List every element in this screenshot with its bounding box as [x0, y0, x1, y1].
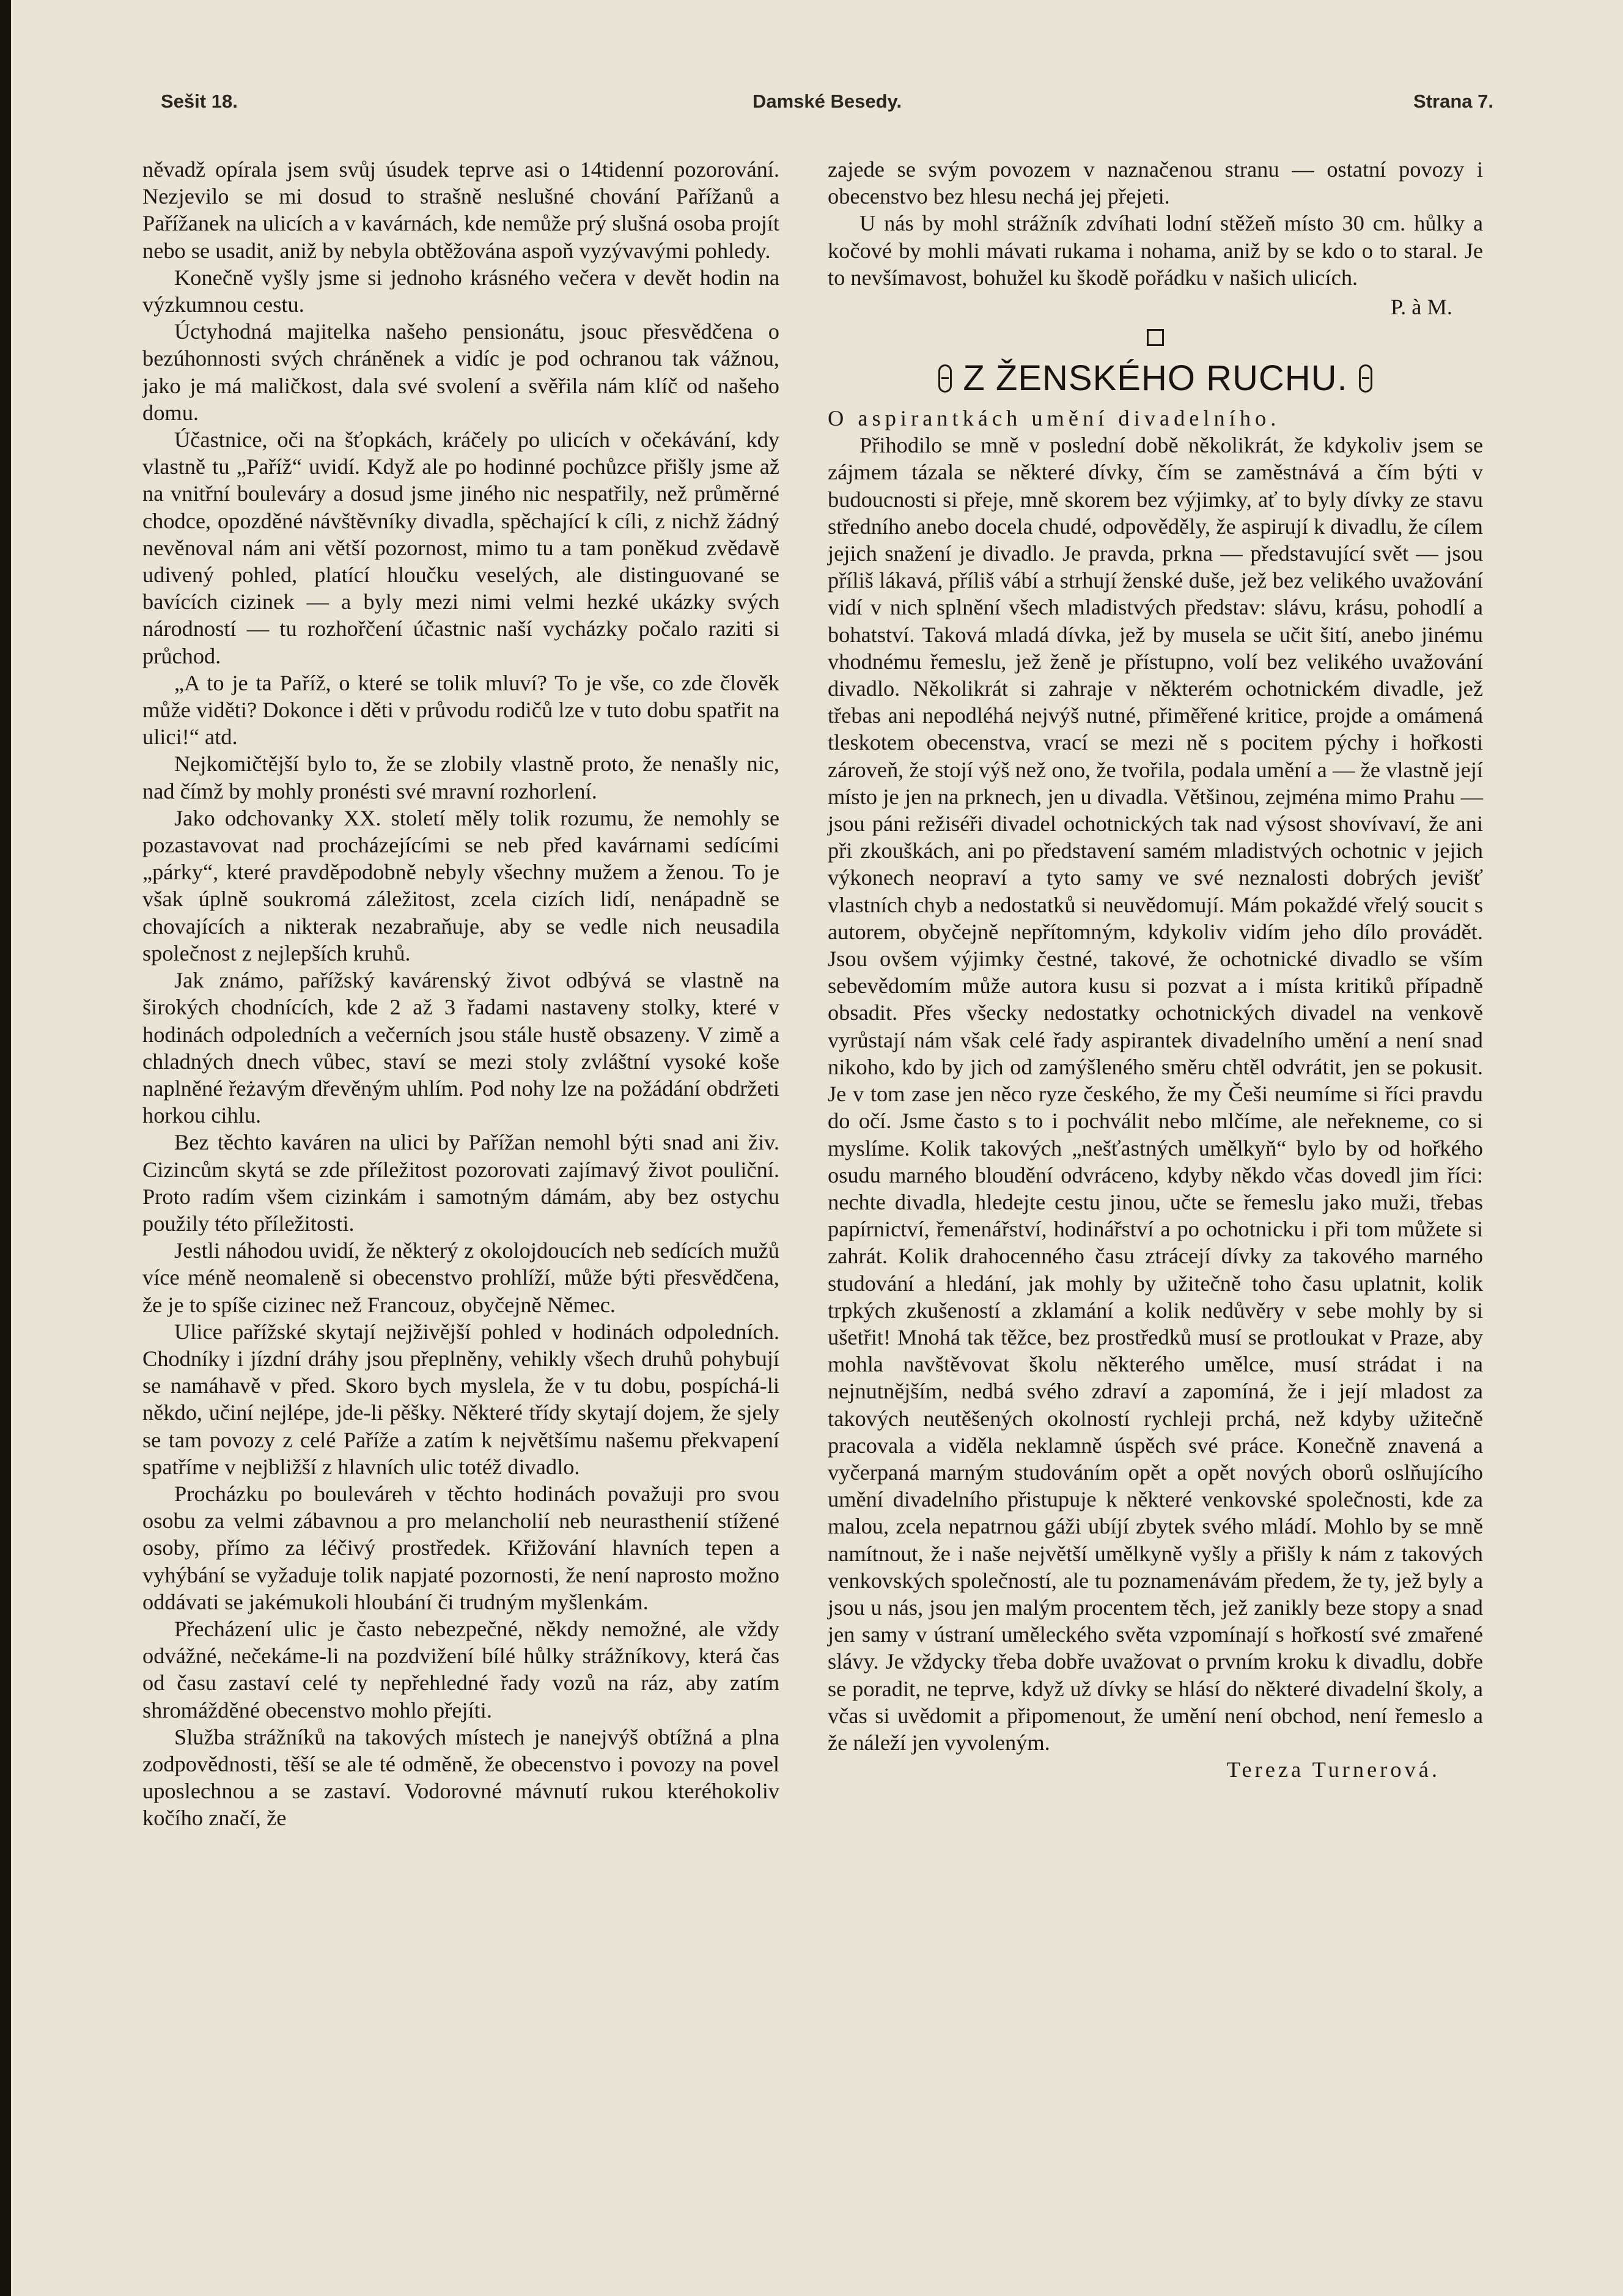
- right-column: [828, 156, 1483, 1783]
- page-header: [161, 90, 1493, 121]
- article-subtitle: O aspirantkách umění divadelního.: [828, 406, 1281, 431]
- section-separator: [828, 320, 1483, 352]
- paragraph: Jako odchovanky XX. století měly tolik rozumu, že nemohly se pozastavovat nad procházejícími se neb před kavárnami sedícími „párky“, které pravděpodobně nebyly všechny mužem a ženou. To je však úplně soukromá záležitost, zcela cizích lidí, nenápadně se chovajících a nikterak nezabraňuje, aby se vedle nich neusadila společnost z nejlepších kruhů.: [142, 805, 779, 965]
- paragraph: „A to je ta Paříž, o které se tolik mluví? To je vše, co zde člověk může viděti? Dokonce i děti v průvodu rodičů lze v tuto dobu spatřit na ulici!“ atd.: [142, 670, 779, 750]
- square-ornament-icon: [1147, 329, 1164, 346]
- paragraph: Přecházení ulic je často nebezpečné, někdy nemožné, ale vždy odvážné, nečekáme-li na pozdvižení bílé hůlky strážníkovy, která čas od času zastaví celé ty nepřehledné řady vozů na ráz, aby zatím shromážděné obecenstvo mohlo přejíti.: [142, 1616, 779, 1722]
- paragraph: něvadž opírala jsem svůj úsudek teprve asi o 14tidenní pozorování. Nezjevilo se mi dosud to strašně neslušné chování Pařížanů a Pařížanek na ulicích a v kavárnách, kde nemůže prý slušná osoba projít nebo se usadit, aniž by nebyla obtěžována aspoň vyzývavými pohledy.: [142, 157, 779, 263]
- paragraph: Ulice pařížské skytají nejživější pohled v hodinách odpoledních. Chodníky i jízdní dráhy jsou přeplněny, vehikly všech druhů pohybují se namáhavě v před. Skoro bych myslela, že v tu dobu, pospíchá-li někdo, učiní nejlépe, jde-li pěšky. Některé třídy skytají dojem, že sjely se tam povozy z celé Paříže a zatím k největšímu našemu překvapení spatříme v nejbližší z hlavních ulic totéž divadlo.: [142, 1319, 779, 1479]
- paragraph: zajede se svým povozem v naznačenou stranu — ostatní povozy i obecenstvo bez hlesu nechá jej přejeti.: [828, 157, 1483, 209]
- section-heading: [828, 352, 1483, 405]
- page-number: Strana 7.: [1413, 90, 1493, 112]
- section-title-text: Z ŽENSKÉHO RUCHU.: [963, 358, 1348, 399]
- paragraph: Účastnice, oči na šťopkách, kráčely po ulicích v očekávání, kdy vlastně tu „Paříž“ uvidí. Když ale po hodinné pochůzce přišly jsme až na vnitřní bouleváry a dosud jsme jiného nic nespatřily, než průměrné chodce, opozděné návštěvníky divadla, spěchající k cíli, z nichž žádný nevěnoval nám ani větší pozornost, mimo tu a tam poněkud zvědavě udivený pohled, platící hloučku veselých, ale distinguované se bavících cizinek — a byly mezi nimi velmi hezké ukázky svých národností — tu rozhořčení účastnic naší vycházky počalo raziti si průchod.: [142, 427, 779, 668]
- paragraph: Bez těchto kaváren na ulici by Pařížan nemohl býti snad ani živ. Cizincům skytá se zde příležitost pozorovati zajímavý život pouliční. Proto radím všem cizinkám i samotným dámám, aby bez ostychu použily této příležitosti.: [142, 1130, 779, 1236]
- paragraph: Konečně vyšly jsme si jednoho krásného večera v devět hodin na výzkumnou cestu.: [142, 265, 779, 317]
- issue-number: Sešit 18.: [161, 90, 238, 112]
- magazine-page: [11, 0, 1623, 2296]
- paragraph: U nás by mohl strážník zdvíhati lodní stěžeň místo 30 cm. hůlky a kočové by mohli mávati rukama i nohama, aniž by se kdo o to staral. Je to nevšímavost, bohužel ku škodě pořádku v našich ulicích.: [828, 211, 1483, 290]
- paragraph: Procházku po bouleváreh v těchto hodinách považuji pro svou osobu za velmi zábavnou a pro melancholií neb neurasthenií stížené osoby, přímo za léčivý prostředek. Křižování hlavních tepen a vyhýbání se vyžaduje tolik napjaté pozornosti, že není naprosto možno oddávati se jakémukoli hloubání či trudným myšlenkám.: [142, 1481, 779, 1614]
- paragraph: Jestli náhodou uvidí, že některý z okolojdoucích neb sedících mužů více méně neomaleně si obecenstvo prohlíží, může býti přesvědčena, že je to spíše cizinec než Francouz, obyčejně Němec.: [142, 1238, 779, 1317]
- paragraph: Služba strážníků na takových místech je nanejvýš obtížná a plna zodpovědnosti, těší se ale té odměně, že obecenstvo i povozy na povel uposlechnou a se zastaví. Vodorovné mávnutí rukou kteréhokoliv kočího značí, že: [142, 1724, 779, 1831]
- paragraph: Jak známo, pařížský kavárenský život odbývá se vlastně na širokých chodnících, kde 2 až 3 řadami nastaveny stolky, které v hodinách odpoledních a večerních jsou stále hustě obsazeny. V zimě a chladných dnech vůbec, staví se mezi stoly zvláštní vysoké koše naplněné řeżavým dřevěným uhlím. Pod nohy lze na požádání obdržeti horkou cihlu.: [142, 968, 779, 1128]
- article-author: Tereza Turnerová.: [1226, 1757, 1440, 1782]
- left-ornament-icon: [938, 364, 952, 393]
- article-signature: P. à M.: [1390, 295, 1452, 320]
- paragraph: Úctyhodná majitelka našeho pensionátu, jsouc přesvědčena o bezúhonnosti svých chráněnek a vidíc je pod ochranou tak vážnou, jako je má maličkost, dala své svolení a svěřila nám klíč od našeho domu.: [142, 319, 779, 425]
- paragraph: Přihodilo se mně v poslední době několikrát, že kdykoliv jsem se zájmem tázala se některé dívky, čím se zaměstnává a čím býti v budoucnosti si přeje, mně skorem bez výjimky, ať to byly dívky ze stavu středního anebo docela chudé, odpověděly, že aspirují k divadlu, že cílem jejich snažení je divadlo. Je pravda, prkna — představující svět — jsou příliš lákavá, příliš vábí a strhují ženské duše, jež bez velikého uvažování vidí v nich splnění všech mladistvých představ: slávu, krásu, pohodlí a bohatství. Taková mladá dívka, jež by musela se učit šití, anebo jinému vhodnému řemeslu, jež ženě je přístupno, volí bez velikého uvažování divadlo. Několikrát si zahraje v některém ochotnickém divadle, jež třebas ani nepodléhá nejvýš nutné, přiměřené kritice, projde a omámená tleskotem obecenstva, vrací se mezi ně s pocitem pýchy i hořkosti zároveň, že stojí výš než ono, že tvořila, podala umění a — že vlastně její místo je jen na prknech, jen u divadla. Většinou, zejména mimo Prahu — jsou páni režiséři divadel ochotnických tak nad výsost shovívaví, že ani při zkouškách, ani po představení samém mladistvých ochotnic v jejich výkonech neopraví a tyto samy ve své neznalosti dobrých jevišť vlastních chyb a nedostatků si neuvědomují. Mám pokaždé vřelý soucit s autorem, obyčejně nepřítomným, kdykoliv vidím jeho dílo provádět. Jsou ovšem výjimky čestné, takové, že ochotnické divadlo se vším sebevědomím může autora kusu si pozvat a i místa kritiků případně obsadit. Přes všecky nedostatky ochotnických divadel na venkově vyrůstají nám však celé řady aspirantek divadelního umění a není snad nikoho, kdo by jich od zamýšleného směru chtěl odvrátit, jen se pokusit. Je v tom zase jen něco ryze českého, že my Češi neumíme si říci pravdu do očí. Jsme často s to i pochválit nebo mlčíme, ale neřekneme, co si myslíme. Kolik takových „nešťastných umělkyň“ bylo by od hořkého osudu marného bloudění odvráceno, kdyby někdo včas dovedl jim říci: nechte divadla, hledejte cestu jinou, učte se řemeslu jako muži, třebas papírnictví, řemenářství, hodinářství a po ochotnicku i při tom můžete si zahrát. Kolik drahocenného času ztrácejí dívky za takového marného studování a hledání, jak mohly by užitečně toho času uplatnit, kolik trpkých zkušeností a zklamání a kolik nedůvěry v sebe mohly by si ušetřit! Mnohá tak těžce, bez prostředků musí se protloukat v Praze, aby mohla navštěvovat školu některého umělce, musí strádat i na nejnutnějším, nedbá svého zdraví a zapomíná, že i její mladost za takových neutěšených okolností rychleji prchá, než kdyby užitečně pracovala a viděla neklamně úspěch své práce. Konečně znavená a vyčerpaná marným studováním opět a opět nových oborů oslňujícího umění divadelního přistupuje k některé venkovské společnosti, kde za malou, zcela nepatrnou gáži ubíjí zbytek svého mládí. Mohlo by se mně namítnout, že i naše největší umělkyně vyšly a přišly k nám z takových venkovských společností, ale tu poznamenávám předem, že ty, jež byly a jsou u nás, jsou jen malým procentem těch, jež zanikly beze stopy a snad jen samy v ústraní uměleckého světa vzpomínají s hořkostí své zmařené slávy. Je vždycky třeba dobře uvažovat o prvním kroku k divadlu, dobře se poradit, ne teprve, když už dívky se hlásí do některé divadelní školy, a včas si uvědomit a připomenout, že umění není obchod, není řemeslo a že náleží jen vyvoleným.: [828, 433, 1483, 1755]
- book-spine-edge: [0, 0, 11, 2296]
- magazine-title: Damské Besedy.: [752, 90, 902, 112]
- left-column: [142, 156, 779, 1832]
- right-ornament-icon: [1359, 364, 1372, 393]
- paragraph: Nejkomičtější bylo to, že se zlobily vlastně proto, že nenašly nic, nad čímž by mohly pronésti své mravní rozhorlení.: [142, 751, 779, 803]
